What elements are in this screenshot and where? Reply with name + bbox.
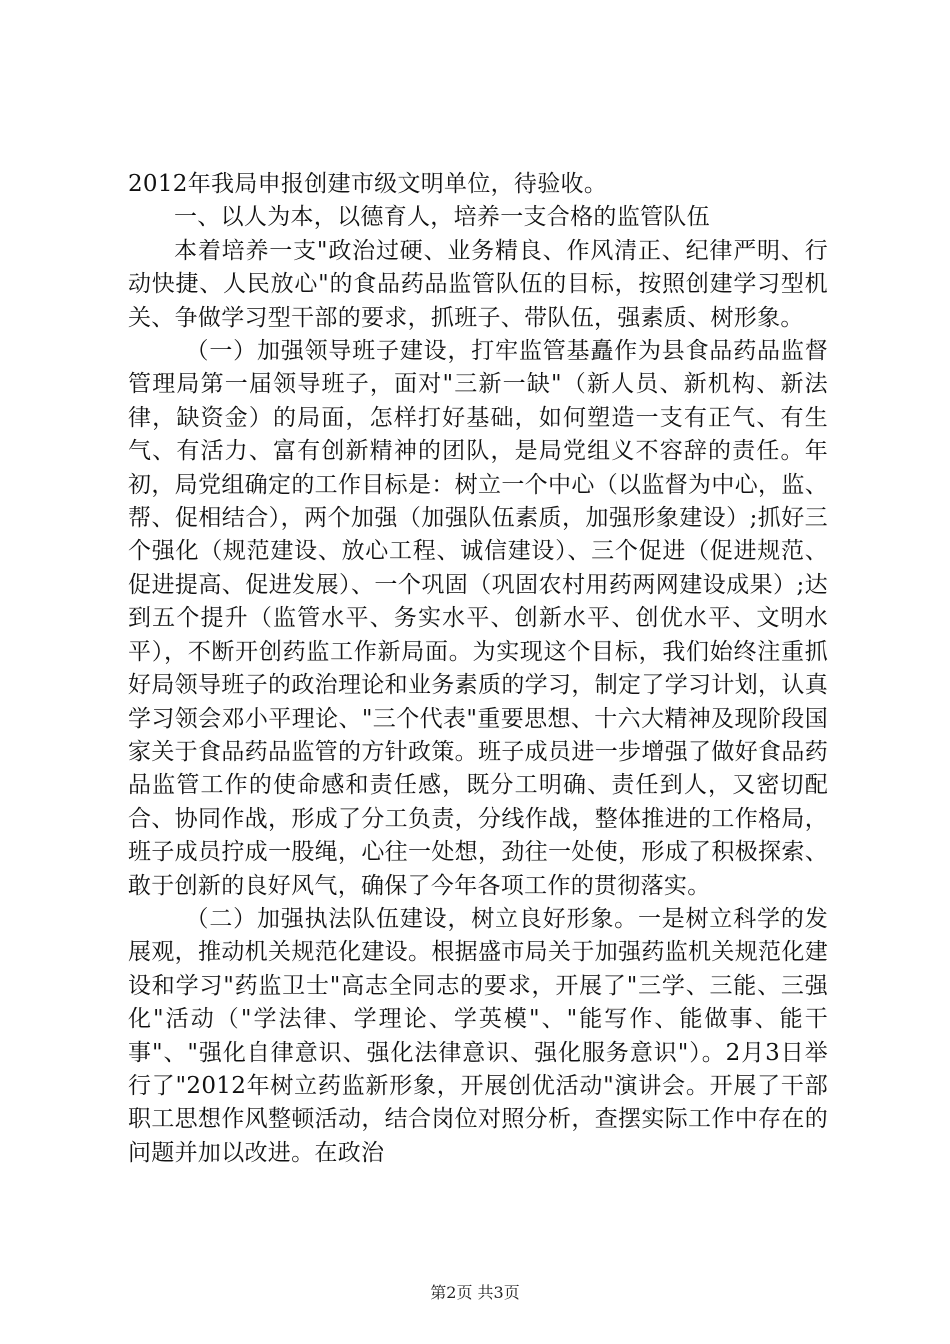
section-heading-1: 一、以人为本，以德育人，培养一支合格的监管队伍 [174,204,710,231]
paragraph-enforcement-team: （二）加强执法队伍建设，树立良好形象。一是树立科学的发展观，推动机关规范化建设。根据盛市局关于加强药监机关规范化建设和学习"药监卫士"高志全同志的要求，开展了"三学、三能、三强化"活动（"学法律、学理论、学英模"、"能写作、能做事、能干事"、"强化自律意识、强化法律意识、强化服务意识"）。2月3日举行了"2012年树立药监新形象，开展创优活动"演讲会。开展了干部职工思想作风整顿活动，结合岗位对照分析，查摆实际工作中存在的问题并加以改进。在政治 [128,905,828,1166]
document-body [128,168,828,1170]
paragraph-intro: 2012年我局申报创建市级文明单位，待验收。 [128,171,608,197]
page-number-footer: 第2页 共3页 [430,1283,520,1302]
paragraph-leadership-building: （一）加强领导班子建设，打牢监管基矗作为县食品药品监督管理局第一届领导班子，面对"三新一缺"（新人员、新机构、新法律，缺资金）的局面，怎样打好基础，如何塑造一支有正气、有生气、有活力、富有创新精神的团队，是局党组义不容辞的责任。年初，局党组确定的工作目标是：树立一个中心（以监督为中心，监、帮、促相结合），两个加强（加强队伍素质，加强形象建设）;抓好三个强化（规范建设、放心工程、诚信建设）、三个促进（促进规范、促进提高、促进发展）、一个巩固（巩固农村用药两网建设成果）;达到五个提升（监管水平、务实水平、创新水平、创优水平、文明水平），不断开创药监工作新局面。为实现这个目标，我们始终注重抓好局领导班子的政治理论和业务素质的学习，制定了学习计划，认真学习领会邓小平理论、"三个代表"重要思想、十六大精神及现阶段国家关于食品药品监管的方针政策。班子成员进一步增强了做好食品药品监管工作的使命感和责任感，既分工明确、责任到人，又密切配合、协同作战，形成了分工负责，分线作战，整体推进的工作格局，班子成员拧成一股绳，心往一处想，劲往一处使，形成了积极探索、敢于创新的良好风气，确保了今年各项工作的贯彻落实。 [128,338,828,899]
paragraph-section-1-summary: 本着培养一支"政治过硬、业务精良、作风清正、纪律严明、行动快捷、人民放心"的食品药品监管队伍的目标，按照创建学习型机关、争做学习型干部的要求，抓班子、带队伍，强素质、树形象。 [128,237,828,331]
